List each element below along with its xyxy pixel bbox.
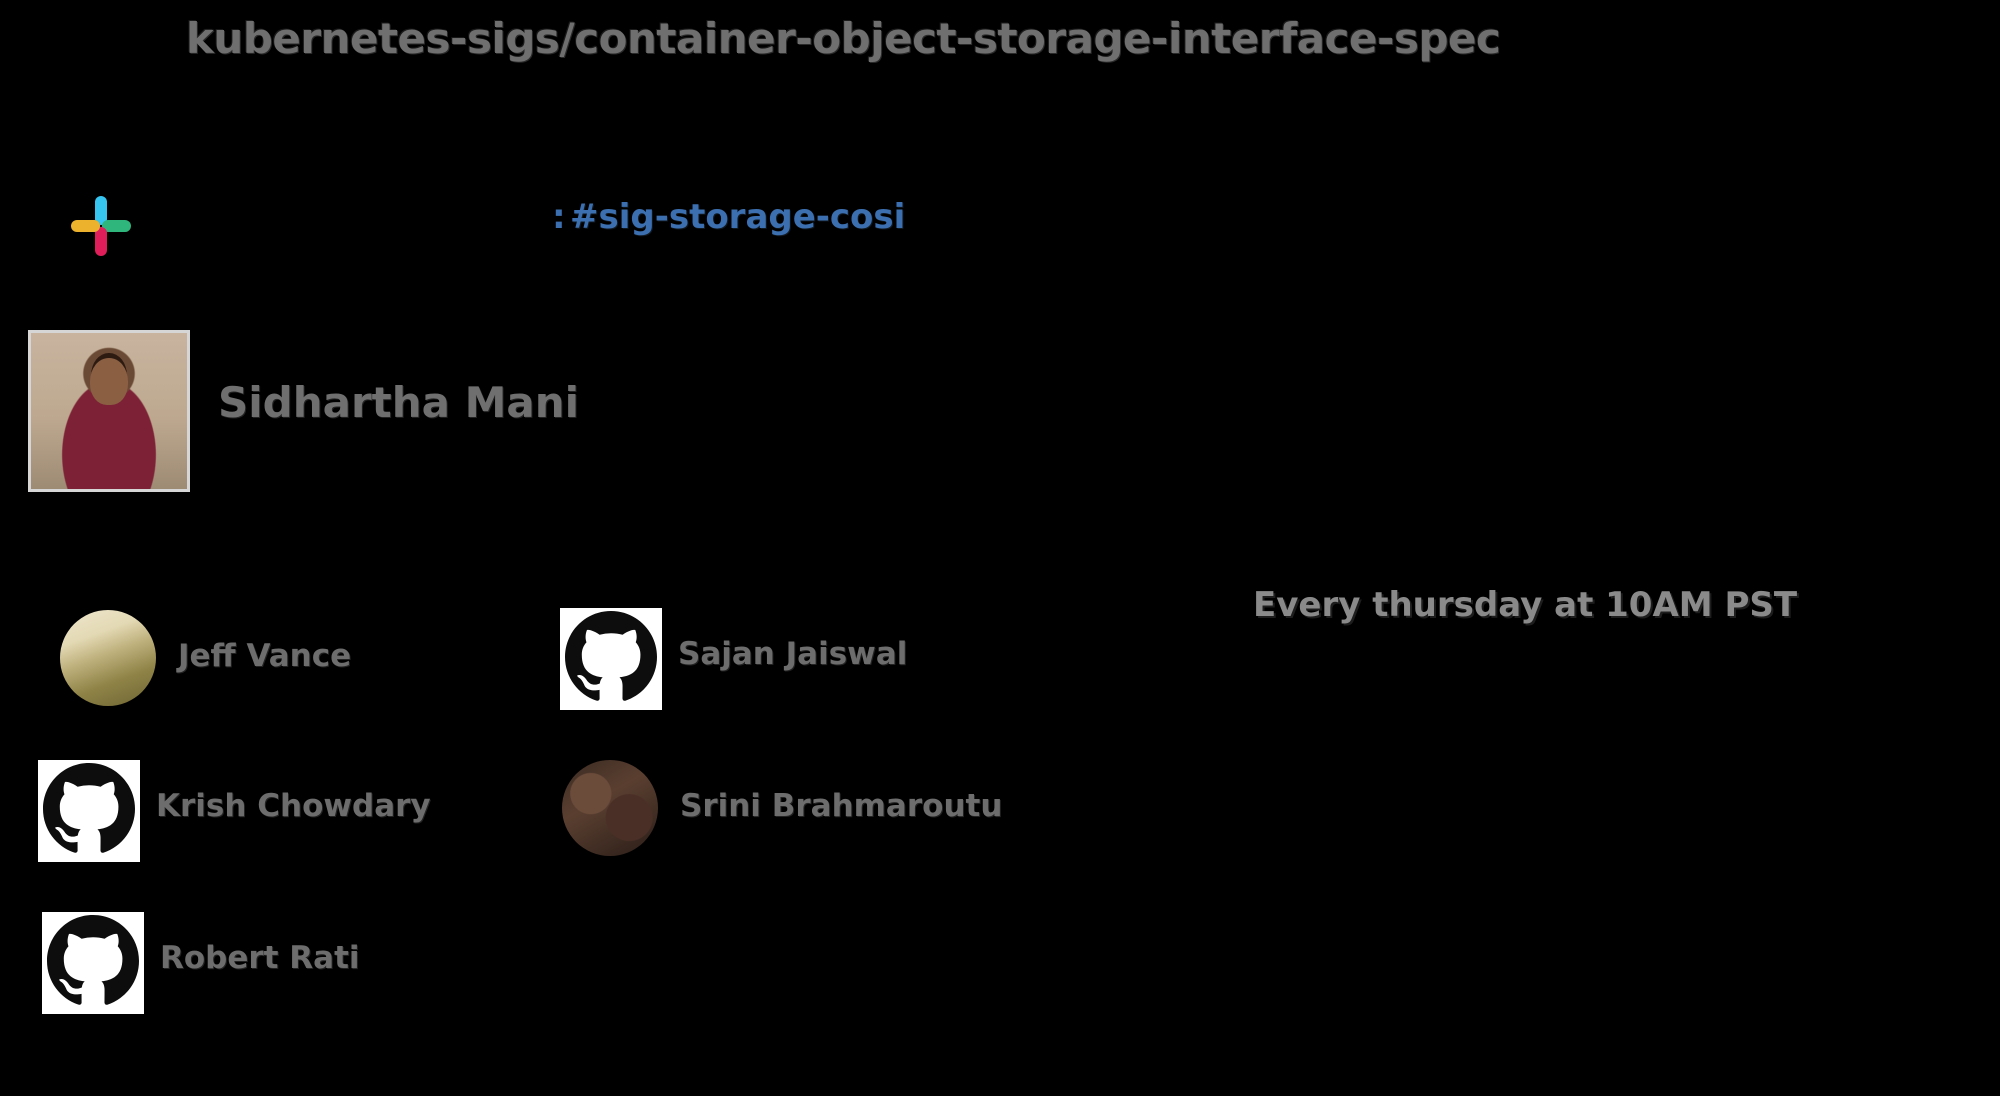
- avatar-krish-chowdary: [38, 760, 140, 862]
- meeting-schedule-note: Every thursday at 10AM PST: [1253, 585, 1798, 625]
- list-item: [560, 608, 980, 708]
- github-icon: [563, 611, 659, 707]
- github-icon: [45, 915, 141, 1011]
- avatar-sidhartha-mani: [28, 330, 190, 492]
- member-name: Sajan Jaiswal: [678, 636, 908, 672]
- list-item: [562, 760, 1022, 860]
- slack-separator: :: [552, 197, 566, 237]
- github-icon: [41, 763, 137, 859]
- slack-icon: [68, 193, 134, 259]
- page-title: kubernetes-sigs/container-object-storage-interface-spec: [186, 14, 1501, 63]
- member-name: Krish Chowdary: [156, 788, 431, 824]
- slack-row: [60, 185, 1160, 265]
- list-item: [42, 912, 462, 1012]
- list-item: [38, 760, 458, 860]
- list-item: [60, 610, 440, 710]
- member-name: Robert Rati: [160, 940, 360, 976]
- member-name: Srini Brahmaroutu: [680, 788, 1003, 824]
- slack-channel-link[interactable]: #sig-storage-cosi: [570, 197, 906, 237]
- avatar-robert-rati: [42, 912, 144, 1014]
- member-name: Jeff Vance: [178, 638, 352, 674]
- lead-person: [28, 330, 928, 490]
- avatar-srini-brahmaroutu: [562, 760, 658, 856]
- avatar-sajan-jaiswal: [560, 608, 662, 710]
- avatar-jeff-vance: [60, 610, 156, 706]
- lead-person-name: Sidhartha Mani: [218, 378, 580, 427]
